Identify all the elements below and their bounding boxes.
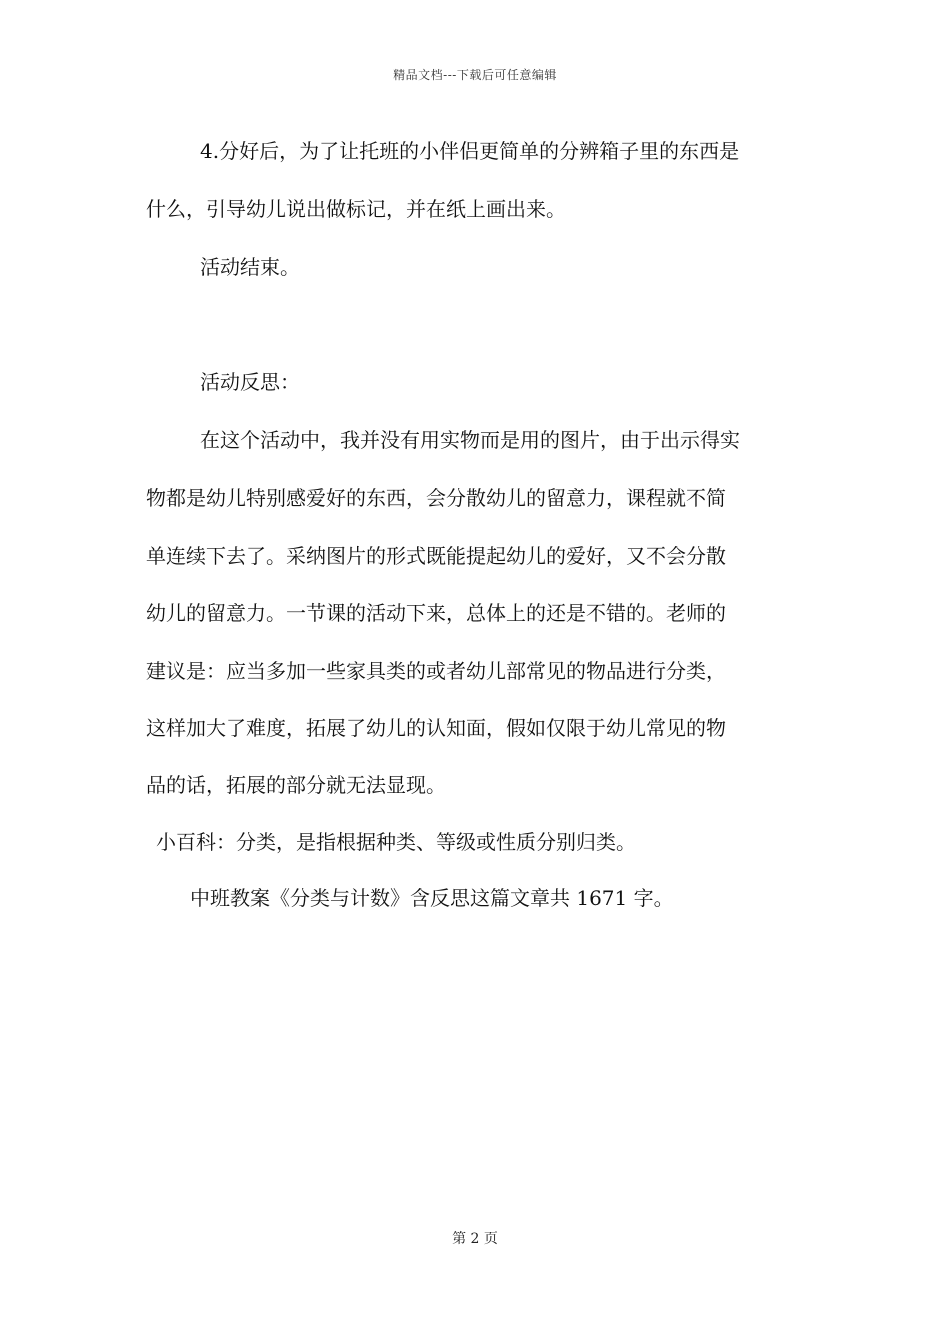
paragraph-reflection-line1: 在这个活动中，我并没有用实物而是用的图片，由于出示得实 xyxy=(200,428,740,452)
page-header: 精品文档---下载后可任意编辑 xyxy=(393,68,557,82)
paragraph-activity-end: 活动结束。 xyxy=(200,255,300,279)
paragraph-step4-line2: 什么，引导幼儿说出做标记，并在纸上画出来。 xyxy=(146,197,566,221)
heading-reflection: 活动反思： xyxy=(200,370,300,394)
paragraph-reflection-line2: 物都是幼儿特别感爱好的东西，会分散幼儿的留意力，课程就不简 xyxy=(146,486,726,510)
paragraph-encyclopedia: 小百科：分类，是指根据种类、等级或性质分别归类。 xyxy=(156,830,636,854)
paragraph-reflection-line5: 建议是：应当多加一些家具类的或者幼儿部常见的物品进行分类， xyxy=(146,659,726,683)
paragraph-reflection-line6: 这样加大了难度，拓展了幼儿的认知面，假如仅限于幼儿常见的物 xyxy=(146,716,726,740)
paragraph-reflection-line4: 幼儿的留意力。一节课的活动下来，总体上的还是不错的。老师的 xyxy=(146,601,726,625)
paragraph-step4-line1: 4.分好后，为了让托班的小伴侣更简单的分辨箱子里的东西是 xyxy=(200,139,740,163)
page-number: 第 2 页 xyxy=(452,1231,498,1247)
paragraph-word-count: 中班教案《分类与计数》含反思这篇文章共 1671 字。 xyxy=(190,886,674,910)
paragraph-reflection-line7: 品的话，拓展的部分就无法显现。 xyxy=(146,773,446,797)
paragraph-reflection-line3: 单连续下去了。采纳图片的形式既能提起幼儿的爱好，又不会分散 xyxy=(146,544,726,568)
